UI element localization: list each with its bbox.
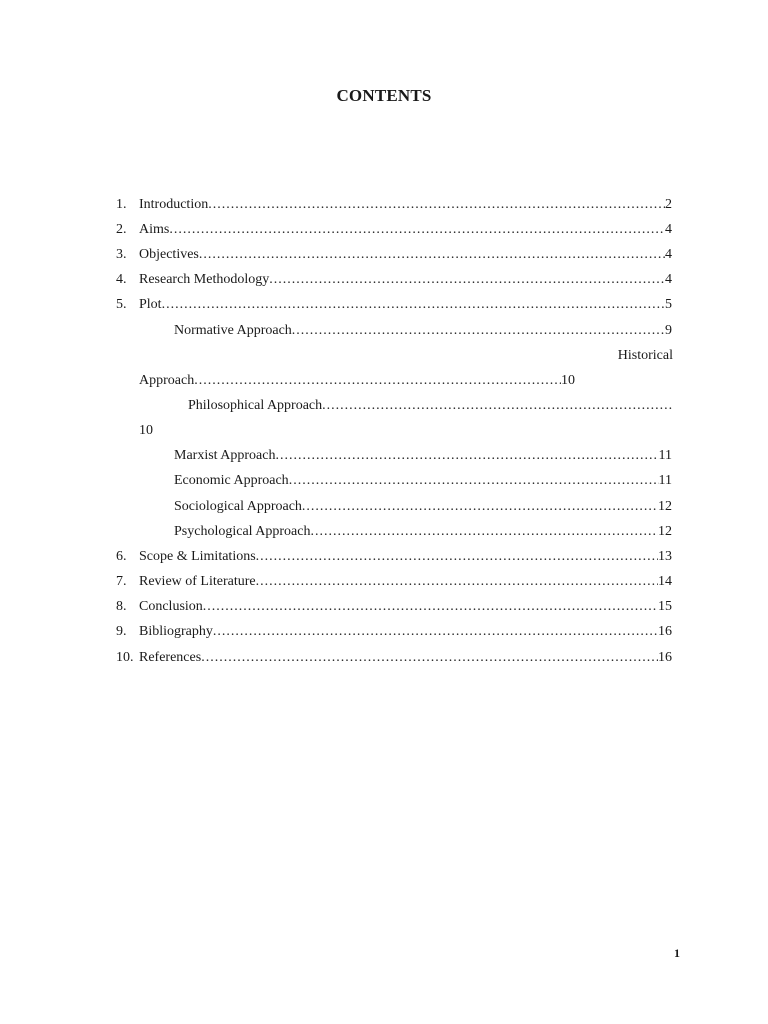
toc-entry-normative-approach	[174, 318, 672, 343]
footer-page-number: 1	[674, 946, 680, 960]
toc-number: 8.	[116, 599, 127, 614]
toc-label: Conclusion	[139, 599, 203, 614]
toc-entry-philosophical-approach	[188, 393, 672, 418]
toc-entry-marxist-approach	[174, 443, 672, 468]
dot-leader	[162, 292, 665, 317]
toc-page-number: 13	[658, 549, 672, 564]
toc-label: Sociological Approach	[174, 499, 302, 514]
toc-entry-plot	[116, 292, 672, 317]
dot-leader	[269, 267, 665, 292]
toc-entry-economic-approach	[174, 468, 672, 493]
toc-number: 9.	[116, 624, 127, 639]
toc-page-number: 12	[658, 524, 672, 539]
toc-label: Review of Literature	[139, 574, 256, 589]
toc-number: 1.	[116, 197, 127, 212]
dot-leader	[194, 368, 561, 393]
toc-label-historical-wrapped: Historical	[617, 348, 673, 363]
toc-number: 5.	[116, 297, 127, 312]
toc-page-number: 9	[665, 323, 672, 338]
toc-entry-aims	[116, 217, 672, 242]
toc-entry-sociological-approach	[174, 494, 672, 519]
toc-page-number: 2	[665, 197, 672, 212]
dot-leader	[292, 318, 665, 343]
toc-label: Plot	[139, 297, 162, 312]
dot-leader	[203, 594, 658, 619]
toc-page-number: 11	[658, 473, 672, 488]
toc-entry-review-of-literature	[116, 569, 672, 594]
toc-label: Research Methodology	[139, 272, 270, 287]
dot-leader	[256, 544, 658, 569]
toc-page-number: 10	[561, 373, 575, 388]
toc-label: Objectives	[139, 247, 199, 262]
toc-label: Economic Approach	[174, 473, 289, 488]
page-title: CONTENTS	[336, 86, 432, 105]
toc-entry-introduction	[116, 192, 672, 217]
dot-leader	[310, 519, 658, 544]
toc-label: Aims	[139, 222, 170, 237]
dot-leader	[213, 619, 658, 644]
toc-page-number-philosophical-wrapped	[139, 418, 199, 443]
toc-entry-scope-limitations	[116, 544, 672, 569]
dot-leader	[322, 393, 672, 418]
toc-entry-objectives	[116, 242, 672, 267]
toc-page-number: 4	[665, 222, 672, 237]
dot-leader	[256, 569, 658, 594]
toc-entry-research-methodology	[116, 267, 672, 292]
dot-leader	[201, 645, 658, 670]
dot-leader	[275, 443, 658, 468]
dot-leader	[199, 242, 665, 267]
toc-page-number: 14	[658, 574, 672, 589]
toc-page-number: 11	[658, 448, 672, 463]
dot-leader	[169, 217, 665, 242]
toc-page-number: 16	[658, 650, 672, 665]
toc-label: Philosophical Approach	[188, 398, 323, 413]
toc-number: 2.	[116, 222, 127, 237]
toc-label: Marxist Approach	[174, 448, 276, 463]
toc-entry-conclusion	[116, 594, 672, 619]
toc-page-number: 10	[139, 423, 153, 438]
toc-page-number: 4	[665, 247, 672, 262]
toc-number: 3.	[116, 247, 127, 262]
toc-label: Normative Approach	[174, 323, 292, 338]
toc-number: 7.	[116, 574, 127, 589]
toc-number: 10.	[116, 650, 134, 665]
toc-label: Scope & Limitations	[139, 549, 256, 564]
dot-leader	[289, 468, 659, 493]
toc-page-number: 16	[658, 624, 672, 639]
toc-label: References	[139, 650, 202, 665]
toc-label: Introduction	[139, 197, 209, 212]
toc-page-number: 12	[658, 499, 672, 514]
toc-number: 4.	[116, 272, 127, 287]
toc-label: Psychological Approach	[174, 524, 311, 539]
toc-label: Approach	[139, 373, 195, 388]
dot-leader	[208, 192, 665, 217]
dot-leader	[302, 494, 658, 519]
toc-entry-historical-approach	[139, 368, 575, 393]
toc-entry-references	[116, 645, 672, 670]
toc-entry-psychological-approach	[174, 519, 672, 544]
toc-page-number: 5	[665, 297, 672, 312]
toc-entry-bibliography	[116, 619, 672, 644]
toc-page-number: 15	[658, 599, 672, 614]
toc-number: 6.	[116, 549, 127, 564]
toc-page-number: 4	[665, 272, 672, 287]
toc-label: Bibliography	[139, 624, 213, 639]
